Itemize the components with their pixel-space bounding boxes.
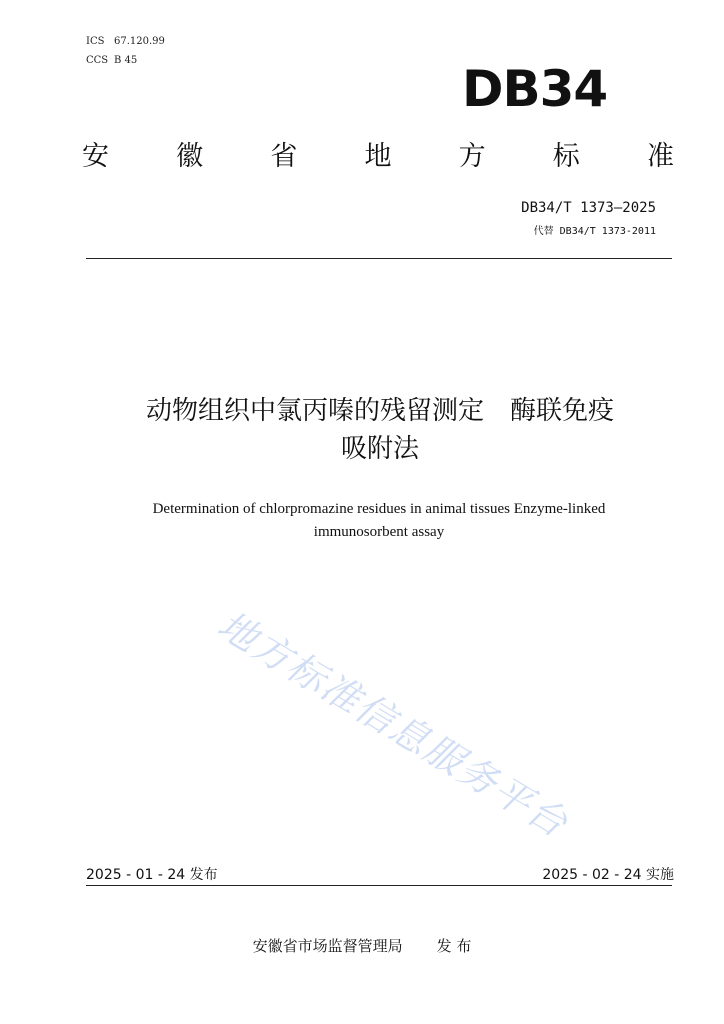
- ics-code: [86, 36, 165, 47]
- title-chinese: [70, 392, 690, 468]
- header-divider: [86, 258, 672, 259]
- standard-type-char: 准: [646, 141, 674, 172]
- replaces-standard: 代替 DB34/T 1373-2011: [533, 226, 656, 237]
- ics-label: ICS: [86, 36, 105, 47]
- standard-type-char: 标: [552, 141, 580, 172]
- watermark: 地方标准信息服务平台: [210, 602, 576, 847]
- issue-date: 2025 - 01 - 24 发布: [86, 867, 218, 883]
- issuer: [0, 935, 724, 956]
- title-english: [90, 498, 668, 544]
- ccs-label: CCS: [86, 55, 109, 66]
- footer-divider: [86, 885, 672, 886]
- db34-logo: DB34: [462, 60, 608, 118]
- title-chinese-line1: 动物组织中氯丙嗪的残留测定 酶联免疫: [145, 396, 614, 426]
- implementation-date: 2025 - 02 - 24 实施: [542, 867, 674, 883]
- title-chinese-line2: 吸附法: [340, 434, 419, 464]
- standard-number: DB34/T 1373—2025: [521, 200, 656, 216]
- standard-type-char: 安: [82, 141, 109, 172]
- ics-value: 67.120.99: [114, 36, 165, 47]
- standard-type-char: 省: [270, 141, 298, 172]
- standard-type-heading: [82, 137, 674, 177]
- standard-type-char: 方: [458, 141, 486, 172]
- ccs-value: B 45: [114, 55, 138, 66]
- title-english-line2: immunosorbent assay: [313, 524, 445, 540]
- standard-type-char: 地: [364, 141, 392, 172]
- standard-type-char: 徽: [176, 141, 204, 172]
- issuer-action: 发 布: [436, 937, 472, 955]
- issuer-name: 安徽省市场监督管理局: [252, 937, 403, 955]
- title-english-line1: Determination of chlorpromazine residues in animal tissues Enzyme-linked: [152, 501, 606, 517]
- ccs-code: [86, 55, 137, 66]
